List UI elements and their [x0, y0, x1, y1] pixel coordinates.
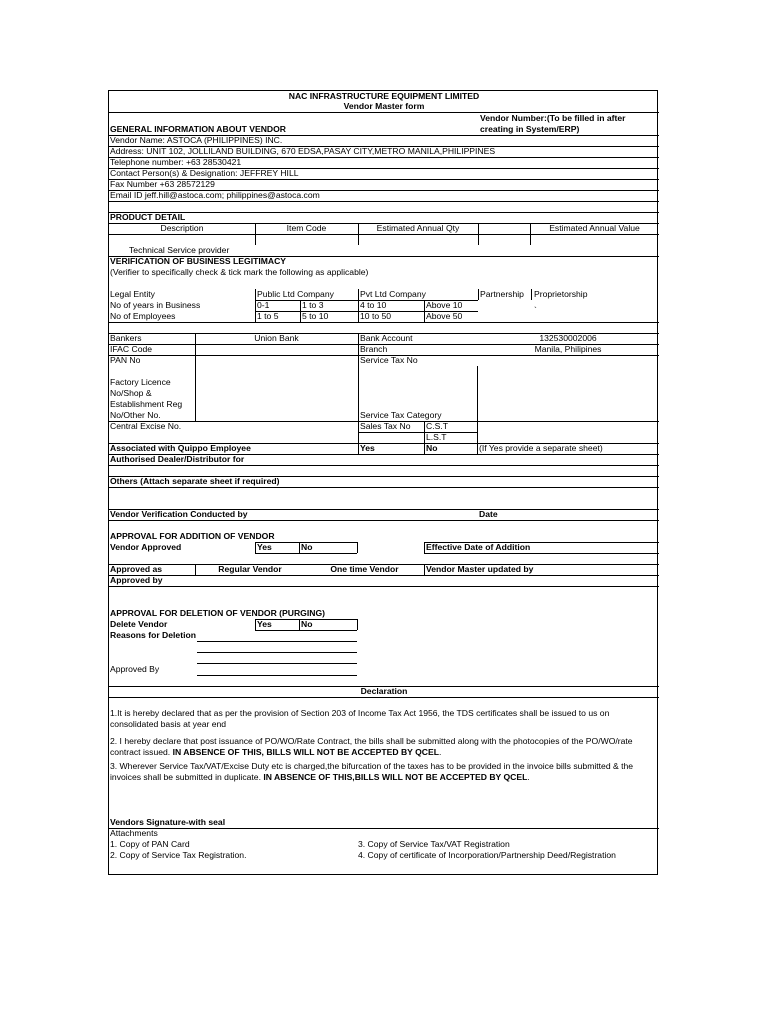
contact-person[interactable]: Contact Person(s) & Designation: JEFFREY HILL: [110, 168, 299, 178]
rule: [478, 289, 479, 300]
blank-line[interactable]: [197, 641, 357, 642]
email-id[interactable]: Email ID jeff.hill@astoca.com; philippines@astoca.com: [110, 190, 320, 200]
deletion-heading: APPROVAL FOR DELETION OF VENDOR (PURGING): [110, 608, 326, 618]
option-one-time-vendor[interactable]: One time Vendor: [330, 564, 399, 574]
rule: [300, 300, 301, 322]
rule: [109, 575, 659, 576]
rule: [531, 289, 532, 300]
approved-by-label: Approved by: [110, 575, 163, 585]
rule: [424, 542, 425, 553]
bank-account-value[interactable]: 132530002006: [539, 333, 597, 343]
factory-licence-label-3: Establishment Reg: [110, 399, 183, 409]
delete-vendor-label: Delete Vendor: [110, 619, 168, 629]
option-emp-1-5[interactable]: 1 to 5: [257, 311, 279, 321]
telephone-number[interactable]: Telephone number: +63 28530421: [110, 157, 242, 167]
rule: [357, 619, 358, 630]
option-years-0-1[interactable]: 0-1: [257, 300, 270, 310]
service-tax-category-label: Service Tax Category: [360, 410, 442, 420]
option-proprietorship[interactable]: Proprietorship: [534, 289, 588, 299]
cst-label: C.S.T: [426, 421, 448, 431]
declaration-item-2-text: 2. I hereby declare that post issuance of PO/WO/Rate Contract, the bills shall be submitted along with the photocopies of the PO/WO/rate contract issued.: [110, 736, 633, 757]
vendor-address[interactable]: Address: UNIT 102, JOLLILAND BUILDING, 670 EDSA,PASAY CITY,METRO MANILA,PHILIPPINES: [110, 146, 496, 156]
rule: [477, 366, 478, 443]
sales-tax-no-label: Sales Tax No: [360, 421, 411, 431]
declaration-heading: Declaration: [360, 686, 408, 696]
option-emp-above-50[interactable]: Above 50: [426, 311, 463, 321]
rule: [478, 223, 479, 245]
effective-date-label: Effective Date of Addition: [426, 542, 531, 552]
vendor-name[interactable]: Vendor Name: ASTOCA (PHILIPPINES) INC.: [110, 135, 283, 145]
rule: [424, 443, 425, 454]
rule: [424, 553, 659, 554]
declaration-item-1: 1.It is hereby declared that as per the provision of Section 203 of Income Tax Act 1956, the TDS certificates shall be issued to us on consolidated basis at year end: [110, 708, 610, 729]
general-heading: GENERAL INFORMATION ABOUT VENDOR: [110, 124, 287, 134]
blank-line[interactable]: [197, 663, 357, 664]
rule: [255, 289, 256, 322]
vendor-approved-label: Vendor Approved: [110, 542, 182, 552]
service-tax-no-label: Service Tax No: [360, 355, 418, 365]
rule: [358, 443, 359, 454]
rule: [109, 212, 659, 213]
bank-account-label: Bank Account: [360, 333, 413, 343]
rule: [109, 487, 659, 488]
employees-label: No of Employees: [110, 311, 176, 321]
rule: [424, 300, 425, 322]
rule: [255, 553, 357, 554]
quippo-label: Associated with Quippo Employee: [110, 443, 251, 453]
branch-label: Branch: [360, 344, 388, 354]
branch-value[interactable]: Manila, Philipines: [534, 344, 602, 354]
vendor-master-form: [108, 90, 658, 875]
option-pvt-ltd[interactable]: Pvt Ltd Company: [360, 289, 426, 299]
rule: [255, 542, 256, 553]
product-description[interactable]: Technical Service provider: [129, 245, 230, 255]
bankers-label: Bankers: [110, 333, 142, 343]
rule: [299, 542, 300, 553]
option-emp-5-10[interactable]: 5 to 10: [302, 311, 329, 321]
product-heading: PRODUCT DETAIL: [110, 212, 186, 222]
vendor-number-label: Vendor Number:(To be filled in after: [480, 113, 626, 123]
factory-licence-label: Factory Licence: [110, 377, 171, 387]
rule: [358, 432, 478, 433]
attachment-2: 2. Copy of Service Tax Registration.: [110, 850, 247, 860]
declaration-item-3-text: 3. Wherever Service Tax/VAT/Excise Duty etc is charged,the bifurcation of the taxes has to be provided in the invoice bills submitted & the invoices shall be submitted in duplicate.: [110, 761, 634, 782]
col-annual-qty: Estimated Annual Qty: [376, 223, 460, 233]
rule: [109, 828, 659, 829]
approved-no[interactable]: No: [301, 542, 313, 552]
declaration-item-3: 3. Wherever Service Tax/VAT/Excise Duty etc is charged,the bifurcation of the taxes has to be provided in the invoice bills submitted & the invoices shall be submitted in duplicate. IN ABSENCE OF THIS,BILLS WILL NOT BE ACCEPTED BY QCEL.: [110, 761, 634, 782]
bank-name[interactable]: Union Bank: [254, 333, 299, 343]
verification-heading: VERIFICATION OF BUSINESS LEGITIMACY: [110, 256, 287, 266]
option-years-above-10[interactable]: Above 10: [426, 300, 463, 310]
option-emp-10-50[interactable]: 10 to 50: [360, 311, 392, 321]
attachment-3: 3. Copy of Service Tax/VAT Registration: [358, 839, 510, 849]
deletion-approved-by-label: Approved By: [110, 664, 160, 674]
rule: [424, 564, 425, 575]
updated-by-label: Vendor Master updated by: [426, 564, 534, 574]
rule: [109, 586, 659, 587]
rule: [109, 234, 659, 235]
verification-note: (Verifier to specifically check & tick mark the following as applicable): [110, 267, 369, 277]
attachment-1: 1. Copy of PAN Card: [110, 839, 190, 849]
attachments-heading: Attachments: [110, 828, 158, 838]
delete-yes[interactable]: Yes: [257, 619, 272, 629]
declaration-item-3-bold: IN ABSENCE OF THIS,BILLS WILL NOT BE ACCEPTED BY QCEL: [263, 772, 528, 782]
ifac-code-label: IFAC Code: [110, 344, 153, 354]
lst-label: L.S.T: [426, 432, 447, 442]
approval-heading: APPROVAL FOR ADDITION OF VENDOR: [110, 531, 275, 541]
option-partnership[interactable]: Partnership: [480, 289, 524, 299]
vendor-number-label-cont: creating in System/ERP): [480, 124, 580, 134]
col-annual-value: Estimated Annual Value: [549, 223, 640, 233]
reasons-label: Reasons for Deletion: [110, 630, 196, 640]
factory-licence-label-2: No/Shop &: [110, 388, 152, 398]
rule: [299, 619, 300, 630]
declaration-item-2: 2. I hereby declare that post issuance of PO/WO/Rate Contract, the bills shall be submitted along with the photocopies of the PO/WO/rate contract issued. IN ABSENCE OF THIS, BILLS WILL NOT BE ACCEPTED BY QCEL.: [110, 736, 633, 757]
rule: [358, 333, 359, 443]
option-years-1-3[interactable]: 1 to 3: [302, 300, 324, 310]
rule: [477, 443, 478, 454]
rule: [357, 542, 358, 553]
attachment-4: 4. Copy of certificate of Incorporation/Partnership Deed/Registration: [358, 850, 616, 860]
blank-line[interactable]: [197, 652, 357, 653]
signature-label: Vendors Signature-with seal: [110, 817, 226, 827]
stray-mark: `: [534, 305, 537, 315]
quippo-yes[interactable]: Yes: [360, 443, 375, 453]
quippo-no[interactable]: No: [426, 443, 438, 453]
legal-entity-label: Legal Entity: [110, 289, 155, 299]
rule: [358, 289, 359, 322]
delete-no[interactable]: No: [301, 619, 313, 629]
option-years-4-10[interactable]: 4 to 10: [360, 300, 387, 310]
verification-by-label: Vendor Verification Conducted by: [110, 509, 248, 519]
date-label: Date: [479, 509, 498, 519]
rule: [109, 322, 659, 323]
dealer-label: Authorised Dealer/Distributor for: [110, 454, 245, 464]
central-excise-label: Central Excise No.: [110, 421, 182, 431]
rule: [255, 630, 357, 631]
rule: [109, 520, 659, 521]
option-public-ltd[interactable]: Public Ltd Company: [257, 289, 334, 299]
approved-yes[interactable]: Yes: [257, 542, 272, 552]
blank-line[interactable]: [197, 675, 357, 676]
separate-sheet-note: (If Yes provide a separate sheet): [479, 443, 603, 453]
form-title: Vendor Master form: [343, 101, 425, 111]
col-item-code: Item Code: [286, 223, 327, 233]
rule: [109, 465, 659, 466]
rule: [424, 421, 425, 443]
rule: [109, 697, 659, 698]
rule: [195, 333, 196, 421]
pan-no-label: PAN No: [110, 355, 141, 365]
approved-as-label: Approved as: [110, 564, 163, 574]
fax-number[interactable]: Fax Number +63 28572129: [110, 179, 215, 189]
col-description: Description: [160, 223, 204, 233]
rule: [255, 619, 256, 630]
company-name: NAC INFRASTRUCTURE EQUIPMENT LIMITED: [288, 91, 480, 101]
option-regular-vendor[interactable]: Regular Vendor: [218, 564, 282, 574]
rule: [109, 201, 659, 202]
others-label: Others (Attach separate sheet if required): [110, 476, 280, 486]
declaration-item-2-bold: IN ABSENCE OF THIS, BILLS WILL NOT BE ACCEPTED BY QCEL: [172, 747, 439, 757]
factory-licence-label-4: No/Other No.: [110, 410, 161, 420]
years-label: No of years in Business: [110, 300, 201, 310]
